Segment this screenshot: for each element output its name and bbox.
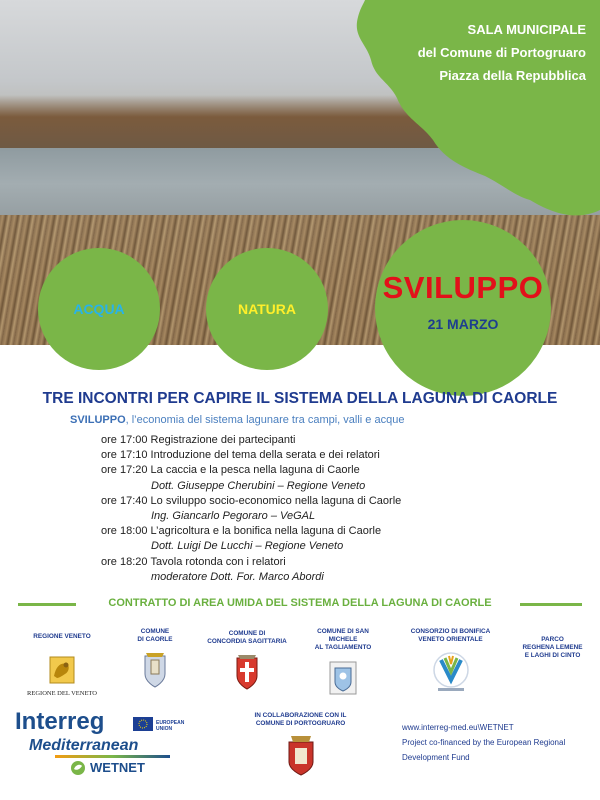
collab-line-2: COMUNE DI PORTOGRUARO xyxy=(255,720,346,727)
venue-info xyxy=(376,18,586,87)
regione-veneto-caption: REGIONE DEL VENETO xyxy=(27,690,97,697)
theme-circle-sviluppo xyxy=(375,220,551,396)
partner-line-3: E LAGHI DI CINTO xyxy=(524,652,581,659)
interreg-title: Interreg xyxy=(15,708,105,735)
program-title: L’agricoltura e la bonifica nella laguna di Caorle xyxy=(150,525,382,538)
program-time: ore 17:10 xyxy=(101,449,148,462)
partner-regione-veneto xyxy=(27,633,97,698)
theme-sviluppo-label: SVILUPPO xyxy=(382,270,544,305)
program-time: ore 18:00 xyxy=(101,525,148,538)
lion-icon xyxy=(49,656,75,684)
partner-name: REGIONE VENETO xyxy=(33,633,91,640)
program-time: ore 17:20 xyxy=(101,464,148,477)
eu-label: EUROPEAN UNION xyxy=(156,720,185,732)
event-date: 21 MARZO xyxy=(427,316,499,332)
program-title: Tavola rotonda con i relatori xyxy=(150,555,286,568)
program-title: Registrazione dei partecipanti xyxy=(150,434,296,446)
divider-right xyxy=(520,603,582,606)
collaboration-block xyxy=(248,712,353,778)
venue-line-1: SALA MUNICIPALE xyxy=(467,22,586,37)
program-list xyxy=(101,433,521,585)
web-info xyxy=(402,720,592,765)
partner-parco-reghena xyxy=(515,636,590,660)
partner-line-2: REGHENA LEMENE xyxy=(522,644,583,651)
subtitle-keyword: SVILUPPO xyxy=(70,414,126,426)
regione-veneto-logo xyxy=(27,653,97,687)
partner-comune-concordia xyxy=(206,630,288,692)
program-speaker: moderatore Dott. For. Marco Abordi xyxy=(151,570,324,583)
wetnet-leaf-icon xyxy=(70,760,86,776)
wetnet-label: WETNET xyxy=(90,760,145,775)
contract-title: CONTRATTO DI AREA UMIDA DEL SISTEMA DELLA LAGUNA DI CAORLE xyxy=(108,597,492,609)
partner-line-1: COMUNE DI xyxy=(228,630,266,637)
program-time: ore 17:40 xyxy=(101,494,148,507)
san-michele-crest-icon xyxy=(303,658,383,698)
program-title: Lo sviluppo socio-economico nella laguna di Caorle xyxy=(150,494,402,507)
subtitle xyxy=(70,414,404,426)
partner-line-2: CONCORDIA SAGITTARIA xyxy=(207,638,287,645)
partner-comune-caorle xyxy=(130,628,180,690)
consorzio-logo-icon xyxy=(408,650,493,694)
program-item xyxy=(101,524,521,539)
theme-acqua-label: ACQUA xyxy=(73,301,125,317)
theme-circle-natura xyxy=(206,248,328,370)
concordia-crest-icon xyxy=(206,652,288,692)
program-item xyxy=(101,433,521,448)
subtitle-text: , l’economia del sistema lagunare tra campi, valli e acque xyxy=(125,414,405,426)
funding-line-2: Development Fund xyxy=(402,753,470,762)
program-time: ore 18:20 xyxy=(101,555,148,568)
venue-line-2: del Comune di Portogruaro xyxy=(417,45,586,60)
website-link[interactable]: www.interreg-med.eu\WETNET xyxy=(402,723,514,732)
program-title: La caccia e la pesca nella laguna di Caorle xyxy=(150,464,360,477)
program-speaker: Ing. Giancarlo Pegoraro – VeGAL xyxy=(151,510,316,523)
interreg-logo xyxy=(15,708,185,788)
funding-line-1: Project co-financed by the European Regional xyxy=(402,738,566,747)
page-title: TRE INCONTRI PER CAPIRE IL SISTEMA DELLA LAGUNA DI CAORLE xyxy=(42,390,558,407)
program-speaker: Dott. Giuseppe Cherubini – Regione Veneto xyxy=(151,479,366,492)
collab-line-1: IN COLLABORAZIONE CON IL xyxy=(254,712,347,719)
partner-comune-san-michele xyxy=(303,628,383,698)
partner-line-2: VENETO ORIENTALE xyxy=(418,636,483,643)
venue-line-3: Piazza della Repubblica xyxy=(439,68,586,83)
partner-line-1: COMUNE DI SAN MICHELE xyxy=(317,628,369,643)
portogruaro-crest-icon xyxy=(248,734,353,778)
eu-flag-icon xyxy=(133,717,153,731)
theme-circle-acqua xyxy=(38,248,160,370)
program-item xyxy=(101,555,521,570)
interreg-swoosh xyxy=(55,755,170,758)
partner-line-1: CONSORZIO DI BONIFICA xyxy=(410,628,491,635)
program-item xyxy=(101,463,521,478)
program-time: ore 17:00 xyxy=(101,434,148,446)
program-item xyxy=(101,494,521,509)
theme-natura-label: NATURA xyxy=(237,301,297,317)
partner-line-2: DI CAORLE xyxy=(137,636,173,643)
partner-line-1: PARCO xyxy=(541,636,564,643)
partner-line-1: COMUNE xyxy=(140,628,170,635)
program-title: Introduzione del tema della serata e dei relatori xyxy=(150,449,380,462)
program-speaker: Dott. Luigi De Lucchi – Regione Veneto xyxy=(151,540,344,553)
caorle-crest-icon xyxy=(130,650,180,690)
interreg-subtitle: Mediterranean xyxy=(29,737,139,754)
partner-consorzio-bonifica xyxy=(408,628,493,694)
partner-line-2: AL TAGLIAMENTO xyxy=(314,644,372,651)
program-item xyxy=(101,448,521,463)
